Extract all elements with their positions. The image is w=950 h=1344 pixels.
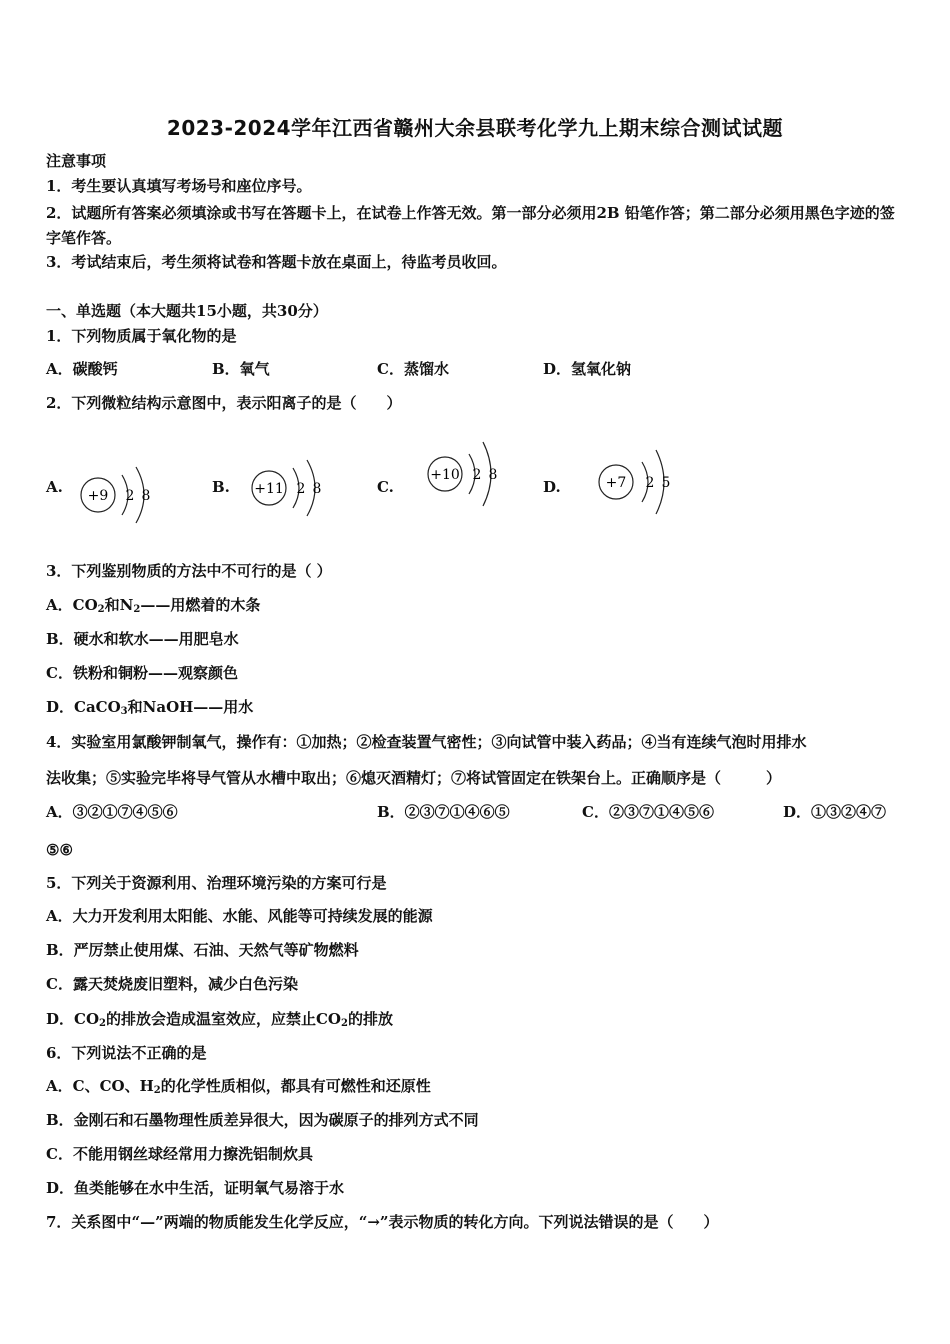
q7-stem: 7．关系图中“—”两端的物质能发生化学反应，“→”表示物质的转化方向。下列说法错误的是（ ） [46,1213,719,1231]
atom-structure-d [594,442,684,522]
nucleus-charge: +7 [605,475,627,491]
q5-option-d: D．$CO_2$的排放会造成温室效应，应禁止$CO_2$的排放 [46,1010,393,1029]
shell-2-electrons: 5 [661,475,671,491]
page-title: 2023-2024学年江西省赣州大余县联考化学九上期末综合测试试题 [166,116,784,140]
shell-1-electrons: 2 [472,467,482,483]
q3-option-c: C．铁粉和铜粉——观察颜色 [46,664,238,682]
q1-option-a: A．碳酸钙 [46,360,118,378]
shell-1-electrons: 2 [296,481,306,497]
notice-item-3: 3．考试结束后，考生须将试卷和答题卡放在桌面上，待监考员收回。 [46,253,507,271]
q2-option-c-diagram [423,436,513,516]
q4-option-d: D．①③②④⑦ [783,803,887,821]
section-heading: 一、单选题（本大题共15小题，共30分） [46,302,328,320]
q6-option-b: B．金刚石和石墨物理性质差异很大，因为碳原子的排列方式不同 [46,1111,479,1129]
q2-stem: 2．下列微粒结构示意图中，表示阳离子的是（ ） [46,394,402,412]
shell-1-electrons: 2 [645,475,655,491]
q1-option-b: B．氧气 [212,360,270,378]
q4-option-a: A．③②①⑦④⑤⑥ [46,803,178,821]
q4-option-c: C．②③⑦①④⑤⑥ [582,803,714,821]
notice-heading: 注意事项 [46,152,107,170]
q3-option-d: D．CaCO$_3$和NaOH——用水 [46,698,254,717]
q5-option-a: A．大力开发利用太阳能、水能、风能等可持续发展的能源 [46,907,433,925]
q5-option-b: B．严厉禁止使用煤、石油、天然气等矿物燃料 [46,941,359,959]
atom-structure-b [247,448,337,528]
q2-option-c-label: C. [377,478,394,496]
q3-option-a: A．$CO_2$和$N_2——$用燃着的木条 [46,596,261,615]
q4-stem-line-2: 法收集；⑤实验完毕将导气管从水槽中取出；⑥熄灭酒精灯；⑦将试管固定在铁架台上。正确顺序是（ ） [46,769,782,787]
q5-option-c: C．露天焚烧废旧塑料，减少白色污染 [46,975,298,993]
nucleus-charge: +10 [430,467,460,483]
atom-structure-c [423,436,513,516]
q3-option-b: B．硬水和软水——用肥皂水 [46,630,239,648]
q2-option-a-label: A. [46,478,63,496]
q2-option-d-diagram [594,442,684,522]
shell-2-electrons: 8 [141,488,151,504]
q4-option-b: B．②③⑦①④⑥⑤ [377,803,510,821]
shell-2-electrons: 8 [312,481,322,497]
q2-option-b-label: B. [212,478,230,496]
q5-stem: 5．下列关于资源利用、治理环境污染的方案可行是 [46,874,387,892]
nucleus-charge: +11 [254,481,284,497]
q1-option-d: D．氢氧化钠 [543,360,632,378]
q3-stem: 3．下列鉴别物质的方法中不可行的是（ ） [46,562,332,580]
q4-option-d-continued: ⑤⑥ [46,841,73,859]
q4-stem-line-1: 4．实验室用氯酸钾制氧气，操作有：①加热；②检查装置气密性；③向试管中装入药品；④当有连续气泡时用排水 [46,733,807,751]
shell-2-electrons: 8 [488,467,498,483]
nucleus-charge: +9 [87,488,109,504]
notice-item-2: 2．试题所有答案必须填涂或书写在答题卡上，在试卷上作答无效。第一部分必须用2B 铅笔作答；第二部分必须用黑色字迹的签字笔作答。 [46,204,895,247]
q6-option-a: A．C、CO、$H_2$的化学性质相似，都具有可燃性和还原性 [46,1077,431,1096]
q2-option-b-diagram [247,448,337,528]
notice-item-1: 1．考生要认真填写考场号和座位序号。 [46,177,312,195]
atom-structure-a [76,455,166,535]
q6-option-c: C．不能用钢丝球经常用力擦洗铝制炊具 [46,1145,313,1163]
q2-option-d-label: D. [543,478,561,496]
q6-stem: 6．下列说法不正确的是 [46,1044,207,1062]
q1-option-c: C．蒸馏水 [377,360,449,378]
q2-option-a-diagram [76,455,166,535]
q6-option-d: D．鱼类能够在水中生活，证明氧气易溶于水 [46,1179,345,1197]
q1-stem: 1．下列物质属于氧化物的是 [46,327,237,345]
shell-1-electrons: 2 [125,488,135,504]
